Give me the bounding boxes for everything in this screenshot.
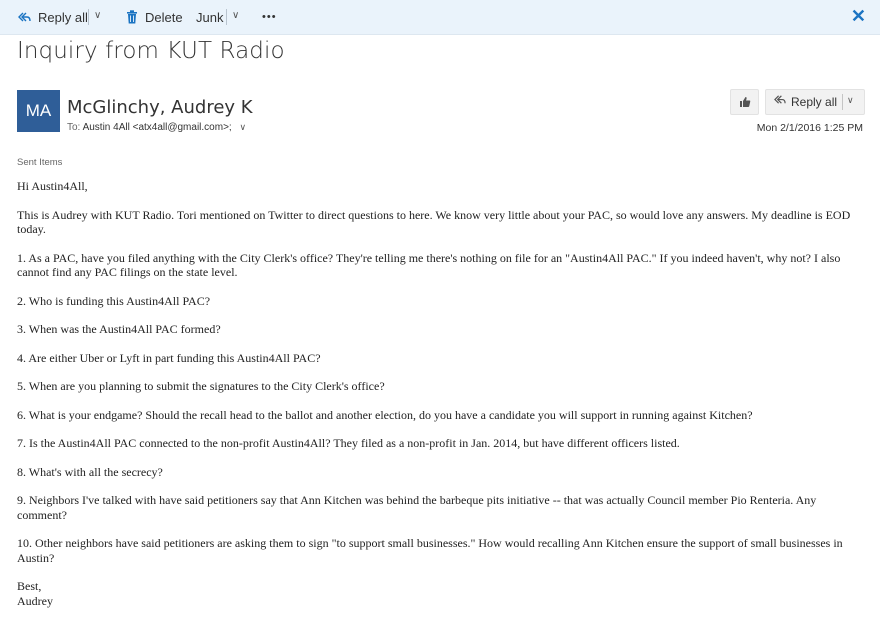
chevron-down-icon[interactable]: ∨ [847, 95, 854, 105]
body-question-4: 4. Are either Uber or Lyft in part funding this Austin4All PAC? [17, 350, 321, 365]
body-question-7: 7. Is the Austin4All PAC connected to the non-profit Austin4All? They filed as a non-profit in Jan. 2014, but have different officers listed. [17, 436, 680, 450]
thumbs-up-icon [739, 96, 751, 108]
more-icon: ••• [262, 11, 277, 23]
junk-label: Junk [196, 9, 224, 25]
reply-all-icon [17, 11, 32, 24]
recipient-address[interactable]: Austin 4All <atx4all@gmail.com>; [82, 122, 232, 133]
folder-label: Sent Items [17, 157, 63, 168]
body-question-3: 3. When was the Austin4All PAC formed? [17, 322, 221, 336]
avatar [17, 90, 60, 132]
command-toolbar [0, 0, 880, 35]
message-date: Mon 2/1/2016 1:25 PM [756, 122, 863, 134]
body-question-6: 6. What is your endgame? Should the recall head to the ballot and another election, do you have a candidate you will support in running against Kitchen? [17, 407, 753, 422]
sender-name[interactable]: McGlinchy, Audrey K [67, 97, 253, 118]
recipient-line [67, 122, 246, 133]
reply-all-chevron-down-icon[interactable]: ∨ [94, 10, 102, 21]
body-question-8: 8. What's with all the secrecy? [17, 464, 163, 479]
reply-all-toolbar-button[interactable] [17, 0, 88, 34]
body-signature: Audrey [17, 593, 53, 608]
reply-all-button[interactable] [765, 89, 865, 115]
reply-all-icon [773, 94, 787, 106]
like-button[interactable] [730, 89, 759, 115]
body-greeting: Hi Austin4All, [17, 179, 88, 193]
reply-all-label: Reply all [38, 9, 88, 25]
close-icon[interactable]: ✕ [850, 6, 866, 26]
more-actions-button[interactable] [262, 0, 277, 34]
body-intro: This is Audrey with KUT Radio. Tori mentioned on Twitter to direct questions to here. We know very little about your PAC, so would love any answers. My deadline is EOD today. [17, 207, 851, 236]
body-question-9: 9. Neighbors I've talked with have said petitioners say that Ann Kitchen was behind the barbeque pits initiative -- that was actually Council member Pio Renteria. Any comment? [17, 493, 817, 522]
button-divider [842, 94, 843, 110]
junk-chevron-down-icon[interactable]: ∨ [232, 10, 240, 21]
body-question-10: 10. Other neighbors have said petitioners are asking them to sign "to support small businesses." How would recalling Ann Kitchen ensure the support of small businesses in Austin? [17, 536, 843, 565]
message-body [17, 179, 867, 608]
body-closing: Best, [17, 579, 42, 593]
message-subject: Inquiry from KUT Radio [17, 38, 285, 64]
delete-button[interactable] [126, 0, 183, 34]
reply-all-button-label: Reply all [791, 95, 838, 109]
junk-button[interactable] [196, 0, 223, 34]
avatar-initials: MA [25, 101, 52, 120]
body-question-1: 1. As a PAC, have you filed anything with the City Clerk's office? They're telling me there's nothing on file for an "Austin4All PAC." If you indeed haven't, why not? I also cannot find any PAC filings on the state level. [17, 250, 841, 279]
body-question-5: 5. When are you planning to submit the signatures to the City Clerk's office? [17, 379, 385, 393]
body-question-2: 2. Who is funding this Austin4All PAC? [17, 293, 211, 308]
toolbar-divider [88, 9, 89, 25]
toolbar-divider [226, 9, 227, 25]
delete-label: Delete [145, 9, 183, 25]
trash-icon [126, 10, 138, 24]
expand-recipients-chevron-icon[interactable]: ∨ [239, 122, 247, 132]
to-label: To: [67, 122, 81, 133]
